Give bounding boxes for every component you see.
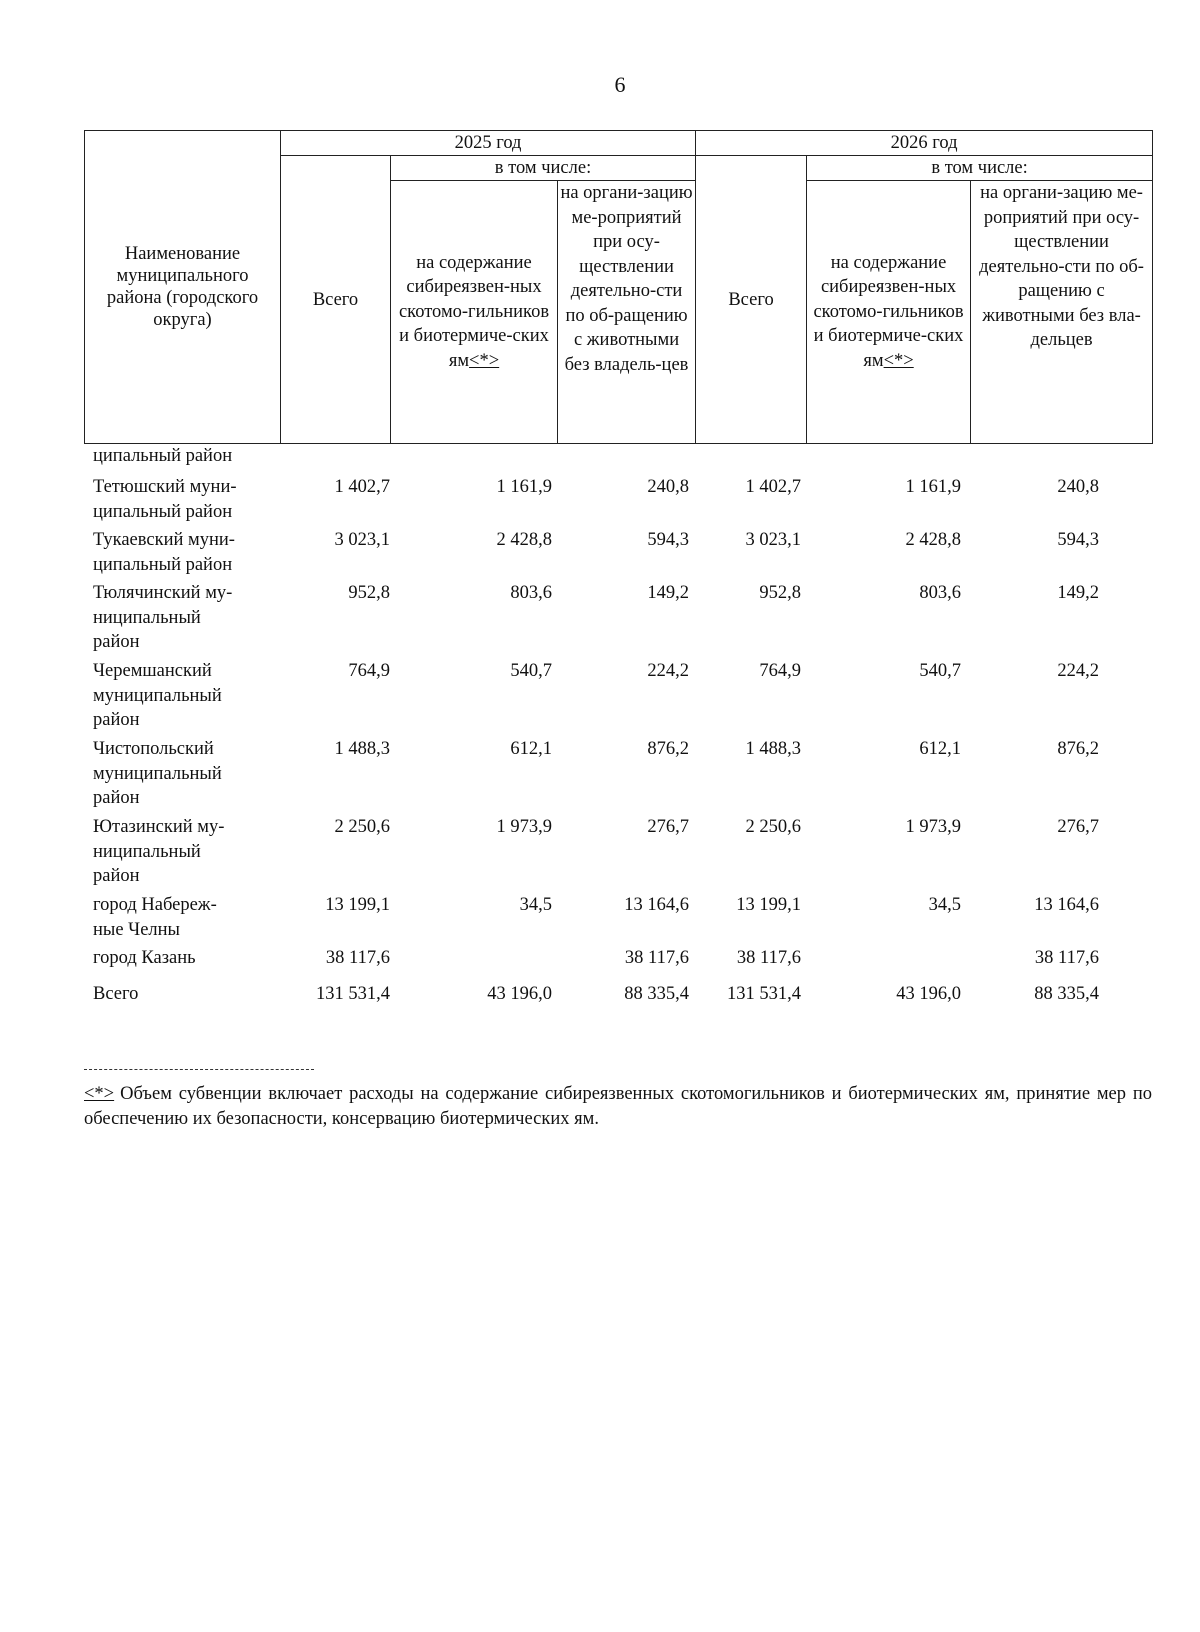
maintenance-2026-cell: 540,7 [919, 661, 961, 681]
animals-2026-cell: 88 335,4 [1034, 984, 1099, 1004]
maintenance-2026-cell: 1 161,9 [905, 477, 961, 497]
total-2025-cell: 3 023,1 [334, 530, 390, 550]
maintenance-2025-cell: 1 161,9 [496, 477, 552, 497]
table-row [84, 528, 1152, 581]
total-2025-header: Всего [281, 156, 391, 444]
municipality-name: Тюлячинский му- ниципальный район [93, 583, 233, 652]
footnote-ref-2025[interactable]: <*> [469, 350, 500, 371]
footnote-text: Объем субвенции включает расходы на содержание сибиреязвенных скотомогильников и биотермических ям, принятие мер по обеспечению их безопасности, консервацию биотермических ям. [84, 1084, 1152, 1129]
maintenance-2025-cell: 803,6 [510, 583, 552, 603]
maintenance-2025-cell: 540,7 [510, 661, 552, 681]
maintenance-2026-header [807, 181, 971, 444]
animals-2025-header: на органи-зацию ме-роприятий при осу-ществлении деятельно-сти по об-ращению с животными без владель-цев [558, 181, 696, 444]
municipality-name: Тетюшский муни- ципальный район [93, 477, 237, 522]
including-2026-header: в том числе: [807, 156, 1153, 181]
maintenance-2025-cell: 1 973,9 [496, 817, 552, 837]
animals-2026-cell: 224,2 [1057, 661, 1099, 681]
maintenance-2025-cell: 43 196,0 [487, 984, 552, 1004]
table-row [84, 444, 1152, 472]
table-header [84, 130, 1153, 444]
animals-2025-cell: 224,2 [647, 661, 689, 681]
animals-2026-cell: 38 117,6 [1034, 948, 1099, 968]
total-2026-header: Всего [696, 156, 807, 444]
footnote [84, 1082, 1152, 1132]
maintenance-2026-cell: 2 428,8 [905, 530, 961, 550]
maintenance-2025-text: на содержание сибиреязвен-ных скотомо-гильников и биотермиче-ских ям [398, 252, 550, 371]
animals-2026-cell: 276,7 [1057, 817, 1099, 837]
maintenance-2026-cell: 1 973,9 [905, 817, 961, 837]
footnote-marker[interactable]: <*> [84, 1084, 115, 1104]
animals-2025-cell: 594,3 [647, 530, 689, 550]
municipality-name: Ютазинский му- ниципальный район [93, 817, 225, 886]
total-2026-cell: 131 531,4 [727, 984, 801, 1004]
animals-2025-cell: 38 117,6 [624, 948, 689, 968]
animals-2025-cell: 240,8 [647, 477, 689, 497]
animals-2025-cell: 149,2 [647, 583, 689, 603]
animals-2025-cell: 876,2 [647, 739, 689, 759]
page-number: 6 [614, 72, 626, 97]
total-2025-cell: 2 250,6 [334, 817, 390, 837]
maintenance-2025-cell: 34,5 [519, 895, 552, 915]
total-2026-cell: 38 117,6 [736, 948, 801, 968]
maintenance-2026-cell: 43 196,0 [896, 984, 961, 1004]
animals-2026-cell: 876,2 [1057, 739, 1099, 759]
table-row [84, 475, 1152, 528]
animals-2026-cell: 13 164,6 [1034, 895, 1099, 915]
total-2025-cell: 952,8 [348, 583, 390, 603]
maintenance-2026-text: на содержание сибиреязвен-ных скотомо-гильников и биотермиче-ских ям [813, 252, 964, 371]
animals-2026-cell: 149,2 [1057, 583, 1099, 603]
total-2026-cell: 2 250,6 [745, 817, 801, 837]
footnote-ref-2026[interactable]: <*> [883, 350, 914, 371]
total-2025-cell: 1 488,3 [334, 739, 390, 759]
total-2025-cell: 1 402,7 [334, 477, 390, 497]
total-2026-cell: 1 488,3 [745, 739, 801, 759]
table-row-total [84, 982, 1152, 1012]
animals-2025-cell: 13 164,6 [624, 895, 689, 915]
total-2026-cell: 1 402,7 [745, 477, 801, 497]
table-row [84, 737, 1152, 815]
municipality-name: город Казань [93, 948, 196, 968]
maintenance-2026-cell: 803,6 [919, 583, 961, 603]
table-row [84, 946, 1152, 982]
animals-2026-header: на органи-зацию ме-роприятий при осу-ществлении деятельно-сти по об-ращению с животными без вла-дельцев [971, 181, 1153, 444]
maintenance-2025-cell: 2 428,8 [496, 530, 552, 550]
animals-2025-cell: 88 335,4 [624, 984, 689, 1004]
municipality-column-header: Наименование муниципального района (городского округа) [85, 131, 281, 444]
total-2026-cell: 764,9 [759, 661, 801, 681]
table-body [84, 444, 1152, 1012]
total-2026-cell: 3 023,1 [745, 530, 801, 550]
animals-2026-cell: 594,3 [1057, 530, 1099, 550]
maintenance-2025-header [391, 181, 558, 444]
table-row [84, 815, 1152, 893]
municipality-name: Всего [93, 984, 139, 1004]
maintenance-2026-cell: 612,1 [919, 739, 961, 759]
maintenance-2025-cell: 612,1 [510, 739, 552, 759]
maintenance-2026-cell: 34,5 [928, 895, 961, 915]
municipality-name: Тукаевский муни- ципальный район [93, 530, 235, 575]
footnote-separator [84, 1069, 314, 1070]
animals-2026-cell: 240,8 [1057, 477, 1099, 497]
including-2025-header: в том числе: [391, 156, 696, 181]
municipality-name: Черемшанский муниципальный район [93, 661, 222, 730]
total-2025-cell: 764,9 [348, 661, 390, 681]
table-row [84, 581, 1152, 659]
total-2025-cell: 38 117,6 [325, 948, 390, 968]
year-2026-header: 2026 год [696, 131, 1153, 156]
municipality-name: Чистопольский муниципальный район [93, 739, 222, 808]
municipality-name: ципальный район [93, 446, 233, 466]
municipality-name: город Набереж- ные Челны [93, 895, 217, 940]
total-2026-cell: 13 199,1 [736, 895, 801, 915]
total-2025-cell: 13 199,1 [325, 895, 390, 915]
total-2025-cell: 131 531,4 [316, 984, 390, 1004]
table-row [84, 893, 1152, 946]
table-row [84, 659, 1152, 737]
total-2026-cell: 952,8 [759, 583, 801, 603]
animals-2025-cell: 276,7 [647, 817, 689, 837]
year-2025-header: 2025 год [281, 131, 696, 156]
